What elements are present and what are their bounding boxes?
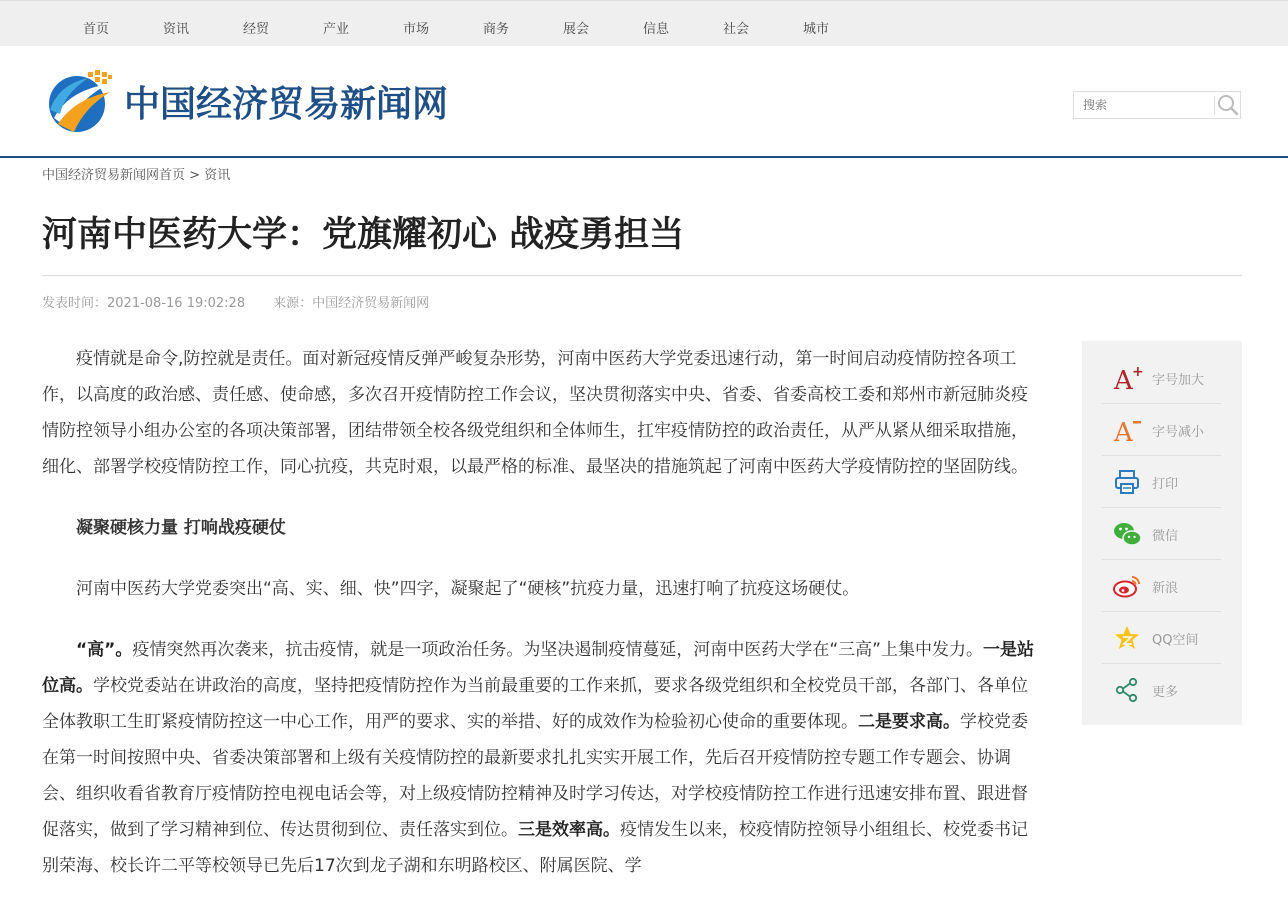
search-input[interactable] bbox=[1074, 92, 1214, 118]
search-divider bbox=[1214, 96, 1215, 114]
share-panel bbox=[1082, 341, 1242, 725]
publish-time-label: 发表时间： bbox=[42, 296, 108, 311]
site-header bbox=[0, 46, 1288, 158]
site-name[interactable]: 中国经济贸易新闻网 bbox=[124, 83, 449, 125]
svg-text:A: A bbox=[1114, 366, 1133, 396]
qzone-icon bbox=[1112, 624, 1142, 652]
site-logo-icon[interactable] bbox=[44, 66, 114, 134]
article-paragraph: “高”。疫情突然再次袭来，抗击疫情，就是一项政治任务。为坚决遏制疫情蔓延，河南中医药大学在“三高”上集中发力。一是站位高。学校党委站在讲政治的高度，坚持把疫情防控作为当前最重要的工作来抓，要求各级党组织和全校党员干部，各部门、各单位全体教职工生盯紧疫情防控这一中心工作，用严的要求、实的举措、好的成效作为检验初心使命的重要体现。二是要求高。学校党委在第一时间按照中央、省委决策部署和上级有关疫情防控的最新要求扎扎实实开展工作，先后召开疫情防控专题工作专题会、协调会、组织收看省教育厅疫情防控电视电话会等，对上级疫情防控精神及时学习传达，对学校疫情防控工作进行迅速安排布置、跟进督促落实，做到了学习精神到位、传达贯彻到位、责任落实到位。三是效率高。疫情发生以来，校疫情防控领导小组组长、校党委书记别荣海、校长许二平等校领导已先后17次到龙子湖和东明路校区、附属医院、学 bbox=[42, 640, 1034, 876]
nav-item-home[interactable]: 首页 bbox=[83, 22, 110, 37]
source-name: 中国经济贸易新闻网 bbox=[312, 296, 430, 311]
share-more-icon bbox=[1112, 676, 1142, 704]
article-paragraph: 河南中医药大学党委突出“高、实、细、快”四字，凝聚起了“硬核”抗疫力量，迅速打响了抗疫这场硬仗。 bbox=[76, 579, 860, 599]
search-box bbox=[1073, 91, 1241, 119]
nav-item-society[interactable]: 社会 bbox=[723, 22, 750, 37]
publish-time: 2021-08-16 19:02:28 bbox=[107, 296, 246, 311]
svg-text:+: + bbox=[1132, 364, 1144, 380]
bold-lead: “高”。 bbox=[76, 640, 133, 660]
nav-item-news[interactable]: 资讯 bbox=[163, 22, 190, 37]
qzone-share-button[interactable]: QQ空间 bbox=[1102, 611, 1221, 664]
search-icon[interactable] bbox=[1216, 93, 1240, 117]
wechat-share-button[interactable]: 微信 bbox=[1102, 507, 1221, 560]
article-subheading: 凝聚硬核力量 打响战疫硬仗 bbox=[76, 518, 286, 538]
bold-lead: 一是站位高。 bbox=[42, 640, 1034, 696]
bold-lead: 三是效率高。 bbox=[518, 820, 620, 840]
title-divider bbox=[42, 275, 1242, 276]
source-label: 来源： bbox=[273, 296, 313, 311]
bold-lead: 二是要求高。 bbox=[858, 712, 960, 732]
top-nav bbox=[0, 0, 1288, 46]
breadcrumb-section-link[interactable]: 资讯 bbox=[204, 168, 231, 183]
nav-item-market[interactable]: 市场 bbox=[403, 22, 430, 37]
weibo-icon bbox=[1112, 572, 1142, 600]
article-body bbox=[42, 341, 1036, 909]
nav-item-expo[interactable]: 展会 bbox=[563, 22, 590, 37]
breadcrumb-separator: > bbox=[185, 168, 205, 183]
weibo-share-button[interactable]: 新浪 bbox=[1102, 559, 1221, 612]
nav-item-industry[interactable]: 产业 bbox=[323, 22, 350, 37]
nav-item-city[interactable]: 城市 bbox=[803, 22, 830, 37]
wechat-icon bbox=[1112, 520, 1142, 548]
article-paragraph: 疫情就是命令,防控就是责任。面对新冠疫情反弹严峻复杂形势，河南中医药大学党委迅速行动，第一时间启动疫情防控各项工作，以高度的政治感、责任感、使命感，多次召开疫情防控工作会议，坚决贯彻落实中央、省委、省委高校工委和郑州市新冠肺炎疫情防控领导小组办公室的各项决策部署，团结带领全校各级党组织和全体师生，扛牢疫情防控的政治责任，从严从紧从细采取措施，细化、部署学校疫情防控工作，同心抗疫，共克时艰，以最严格的标准、最坚决的措施筑起了河南中医药大学疫情防控的坚固防线。 bbox=[42, 349, 1028, 477]
font-increase-button[interactable]: A + 字号加大 bbox=[1102, 351, 1221, 404]
nav-item-info[interactable]: 信息 bbox=[643, 22, 670, 37]
font-decrease-button[interactable]: A 字号减小 bbox=[1102, 403, 1221, 456]
article-title: 河南中医药大学：党旗耀初心 战疫勇担当 bbox=[42, 215, 685, 255]
article-meta bbox=[42, 292, 429, 311]
nav-item-trade[interactable]: 经贸 bbox=[243, 22, 270, 37]
svg-text:A: A bbox=[1114, 418, 1133, 448]
more-share-button[interactable]: 更多 bbox=[1102, 663, 1221, 715]
breadcrumb-home-link[interactable]: 中国经济贸易新闻网首页 bbox=[42, 168, 186, 183]
print-button[interactable]: 打印 bbox=[1102, 455, 1221, 508]
breadcrumb bbox=[42, 164, 230, 183]
print-icon bbox=[1112, 468, 1142, 496]
font-increase-icon bbox=[1112, 364, 1144, 396]
nav-item-business[interactable]: 商务 bbox=[483, 22, 510, 37]
font-decrease-icon bbox=[1112, 416, 1142, 448]
